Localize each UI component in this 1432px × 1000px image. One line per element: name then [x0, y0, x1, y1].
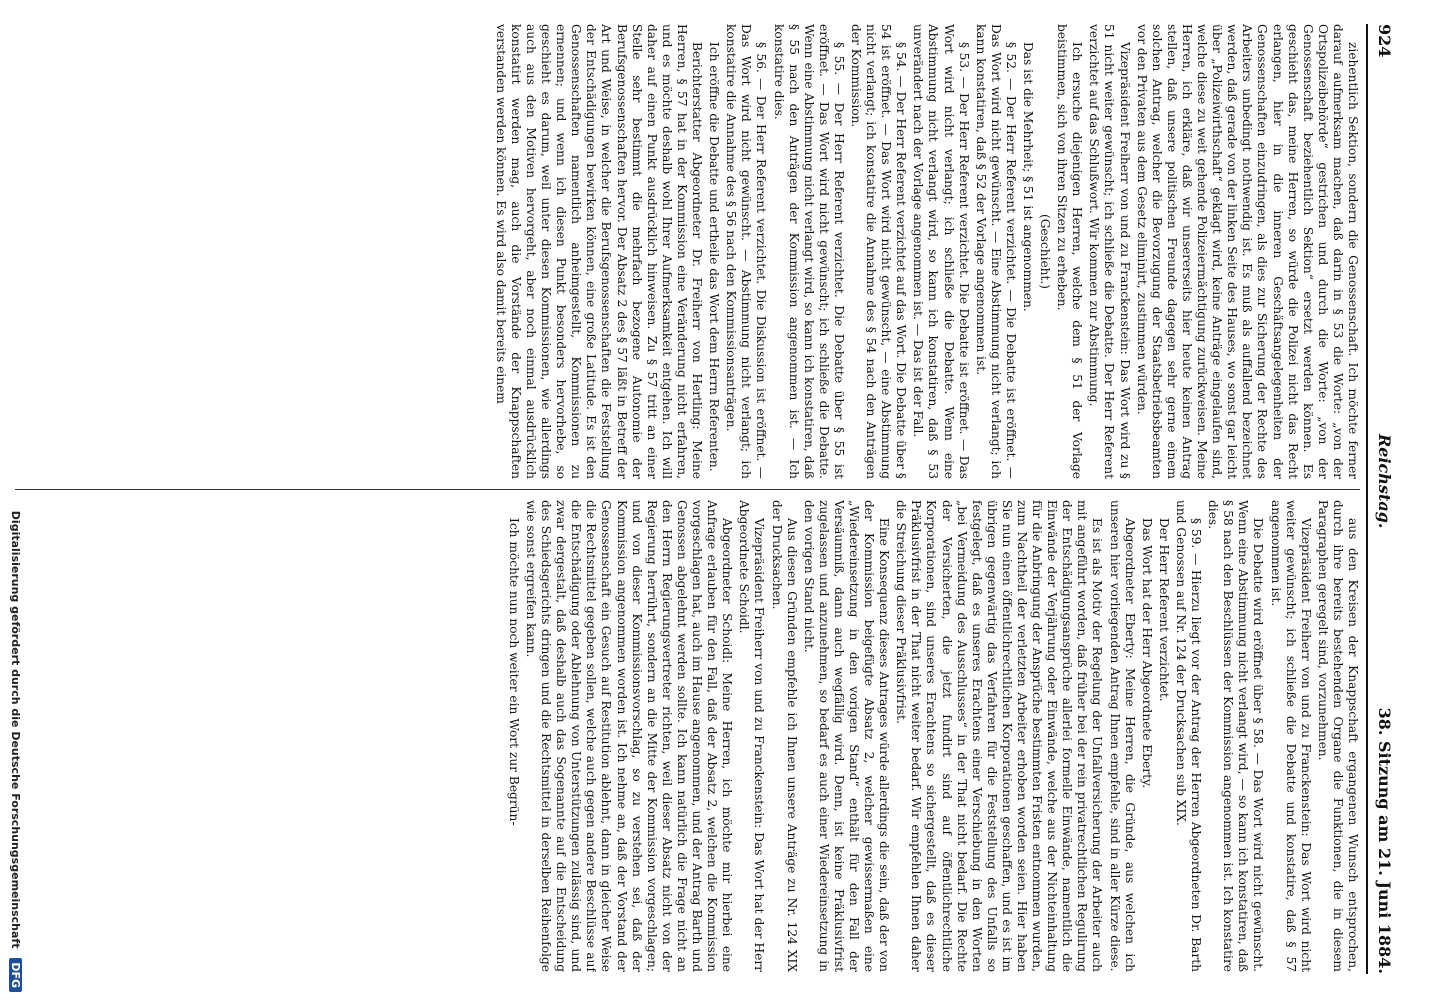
- column-divider: [15, 489, 1360, 490]
- paragraph: (Geschieht.): [1038, 213, 1053, 290]
- paragraph: § 54. — Der Herr Referent verzichtet auf das Wort. Die Debatte über § 54 ist eröffnet. — Das Wort wird nicht gewünscht, — eine Abstimmung nicht verlangt; ich konstatire die Annahme des § 54 nach den Anträgen der Kommission.: [849, 24, 909, 479]
- paragraph: Eine Konsequenz dieses Antrages würde allerdings die sein, daß der von der Kommission beigefügte Absatz 2, welcher gewissermaßen eine „Wiedereinsetzung in den vorigen Stand“ enthält für den Fall der Versäumniß, dann auch wegfällig wird. Denn, ist keine Präklusivfrist zugelassen und anzunehmen, so bedarf es auch einer Wiedereinsetzung in den vorigen Stand nicht.: [801, 500, 892, 972]
- right-column: [15, 500, 1360, 972]
- paragraph: Es ist als Motiv der Regelung der Unfallversicherung der Arbeiter auch mit angeführt worden, daß früher bei der rein privatrechtlichen Regulirung der Entschädigungsansprüche allerlei formelle Einwände, namentlich die Einwände der Verjährung oder Einwände, welche aus der Nichteinhaltung für die Anbringung der Ansprüche bestimmten Fristen entnommen wurden, zum Nachtheil der verletzten Arbeiter erhoben worden seien. Hier haben Sie nun einen öffentlichrechtlichen Korporationen geschaffen, und es ist im übrigen gegenwärtig das Verfahren für die Feststellung des Unfalls so festgelegt, daß es unseres Erachtens einer Verschiebung in den Worten „bei Vermeidung des Ausschlusses“ in der That nicht bedarf. Die Rechte der Versicherten, die jetzt fundirt sind auf öffentlichrechtliche Korporationen, sind unseres Erachtens so sichergestellt, daß es dieser Präklusivfrist in der That nicht weiter bedarf. Wir empfehlen Ihnen daher die Streichung dieser Präklusivfrist.: [894, 500, 1105, 972]
- paragraph: Abgeordneter Eberty: Meine Herren, die Gründe, aus welchen ich unseren hier vorliegenden Antrag Ihnen empfehle, sind in aller Kürze diese.: [1107, 500, 1137, 972]
- digitization-note: Digitalisierung gefördert durch die Deutsche Forschungsgemeinschaft: [9, 510, 22, 949]
- paragraph: Die Debatte wird eröffnet über § 58. — Das Wort wird nicht gewünscht. Wenn eine Abstimmung nicht verlangt wird, — so kann ich konstatiren, daß § 58 nach den Beschlüssen der Kommission angenommen ist. Ich konstatire dies.: [1206, 500, 1266, 972]
- paragraph: § 52. — Der Herr Referent verzichtet. — Die Debatte ist eröffnet. — Das Wort wird nicht gewünscht. — Eine Abstimmung nicht verlangt; ich kann konstatiren, daß § 52 der Vorlage angenommen ist.: [973, 24, 1018, 479]
- dfg-logo: DFG: [9, 958, 22, 992]
- paragraph: Ich eröffne die Debatte und ertheile das Wort dem Herrn Referenten.: [707, 42, 722, 472]
- session-title: 38. Sitzung am 21. Juni 1884.: [1375, 707, 1394, 974]
- paragraph: Vizepräsident Freiherr von und zu Franckenstein: Das Wort hat der Herr Abgeordnete Schoidl.: [737, 500, 767, 972]
- paragraph: Ich möchte nun noch weiter ein Wort zur Begrün-: [506, 518, 521, 826]
- paragraph: ziehentlich Sektion, sondern die Genossenschaft. Ich möchte ferner darauf aufmerksam machen, daß darin in § 53 die Worte: „von der Ortspolizeibehörde“ gestrichen und durch die Worte: „von der Genossenschaft beziehentlich Sektion“ ersetzt werden können. Es geschieht das, meine Herren, so würde die Polizei nicht das Recht erlangen, hier in die inneren Geschäftsangelegenheiten der Genossenschaften einzudringen, als dies zur Sicherung der Rechte des Arbeiters unbedingt nothwendig ist. Es muß als auffallend bezeichnet werden, daß gerade von der linken Seite des Hauses, wo sonst gar leicht über „Polizeiwirthschaft“ geklagt wird, keine Anträge eingelaufen sind, welche diese zu weit gehende Polizeiermächtigung zurückweisen. Meine Herren, ich erkläre, daß wir unsererseits hier heute keinen Antrag stellen, daß unsere politischen Freunde dagegen sehr gerne einem solchen Antrag, welcher die Bevorzugung der Staatsbetriebsbeamten vor den Privaten aus dem Gesetz eliminirt, zustimmen würden.: [1134, 24, 1360, 479]
- paragraph: § 53. — Der Herr Referent verzichtet. Die Debatte ist eröffnet. — Das Wort wird nicht verlangt; ich schließe die Debatte. Wenn eine Abstimmung nicht verlangt wird, so kann ich konstatiren, daß § 53 unverändert nach der Vorlage angenommen ist. — Das ist der Fall.: [911, 24, 971, 479]
- digitization-credit: [4, 8, 22, 992]
- left-column: [15, 24, 1360, 479]
- paragraph: § 55. — Der Herr Referent verzichtet. Die Debatte über § 55 ist eröffnet. — Das Wort wird nicht gewünscht; ich schließe die Debatte. Wenn eine Abstimmung nicht verlangt wird, so kann ich konstatiren, daß § 55 nach den Anträgen der Kommission angenommen ist. — Ich konstatire dies.: [771, 24, 846, 479]
- page-number: 924: [1375, 24, 1394, 58]
- paragraph: Berichterstatter Abgeordneter Dr. Freiherr von Hertling: Meine Herren, § 57 hat in der Kommission eine Veränderung nicht erfahren, und es möchte deshalb wohl Ihrer Aufmerksamkeit entgehen. Ich will daher auf einen Punkt ausdrücklich hinweisen. Zu § 57 tritt an einer Stelle sehr bestimmt die mehrfach bezogene Autonomie der Berufsgenossenschaften hervor. Der Absatz 2 des § 57 läßt in Betreff der Art und Weise, in welcher die Berufsgenossenschaften die Feststellung der Entschädigungen bewirken können, eine große Latitude. Es ist den Genossenschaften namentlich anheimgestellt, Kommissionen zu ernennen; und wenn ich diesen Punkt besonders hervorhebe, so geschieht es darum, weil unter diesen Kommissionen, wie allerdings auch aus den Motiven hervorgeht, aber noch einmal ausdrücklich konstatirt werden mag, auch die Vorstände der Knappschaften verstanden werden können. Es wird also damit bereits einem: [493, 24, 705, 479]
- section-title: Reichstag.: [1375, 434, 1394, 529]
- paragraph: Vizepräsident Freiherr von und zu Franckenstein: Das Wort wird nicht weiter gewünscht; ich schließe die Debatte und konstatire, daß § 57 angenommen ist.: [1268, 500, 1313, 972]
- paragraph: Das Wort hat der Herr Abgeordnete Eberty.: [1139, 518, 1154, 789]
- paragraph: § 59. — Hierzu liegt vor der Antrag der Herren Abgeordneten Dr. Barth und Genossen auf Nr. 124 der Drucksachen sub XIX.: [1173, 500, 1204, 972]
- paragraph: Vizepräsident Freiherr von und zu Franckenstein: Das Wort wird zu § 51 nicht weiter gewünscht; ich schließe die Debatte. Der Herr Referent verzichtet auf das Schlußwort. Wir kommen zur Abstimmung.: [1087, 24, 1132, 479]
- paragraph: Abgeordneter Schoidl: Meine Herren, ich möchte mir hierbei eine Anfrage erlauben für den Fall, daß der Absatz 2, welchen die Kommission vorgeschlagen hat, auch im Hause angenommen, und der Antrag Barth und Genossen abgelehnt werden sollte. Ich kann natürlich die Frage nicht an den Herrn Regierungsvertreter richten, weil dieser Absatz nicht von der Regierung herrührt, sondern an die Mitte der Kommission vorgeschlagen; und von dieser Kommissionsvorschlag, so zu verstehen sei, daß der Kommission angenommen worden ist. Ich nehme an, daß der Vorstand der Genossenschaft ein Gesuch auf Restitution ablehnt, dann in gleicher Weise die Rechtsmittel gegeben sollen, welche auch gegen andere Beschlüsse auf die Entschädigung oder Ablehnung von Unterstützungen zulässig sind, und zwar dergestalt, daß deshalb auch das Sogenannte auf die Entscheidung des Schiedsgerichts dringen und die Rechtsmittel in derselben Reihenfolge wie sonst ergreifen kann.: [524, 500, 735, 972]
- paragraph: Das ist die Mehrheit; § 51 ist angenommen.: [1021, 42, 1036, 312]
- page-header: [1366, 24, 1402, 974]
- paragraph: § 56. — Der Herr Referent verzichtet. Die Diskussion ist eröffnet. — Das Wort wird nicht gewünscht. — Abstimmung nicht verlangt; ich konstatire die Annahme des § 56 nach den Kommissionsanträgen.: [724, 24, 769, 479]
- paragraph: aus den Kreisen der Knappschaft ergangenen Wunsch entsprochen, durch ihre bereits bestehenden Organe die Funktionen, die in diesem Paragraphen geregelt sind, vorzunehmen.: [1315, 500, 1360, 972]
- paragraph: Aus diesen Gründen empfehle ich Ihnen unsere Anträge zu Nr. 124 XIX der Drucksachen.: [769, 500, 799, 972]
- paragraph: Ich ersuche diejenigen Herren, welche dem § 51 der Vorlage beistimmen, sich von ihren Sitzen zu erheben.: [1055, 24, 1085, 479]
- paragraph: Der Herr Referent verzichtet.: [1156, 518, 1171, 702]
